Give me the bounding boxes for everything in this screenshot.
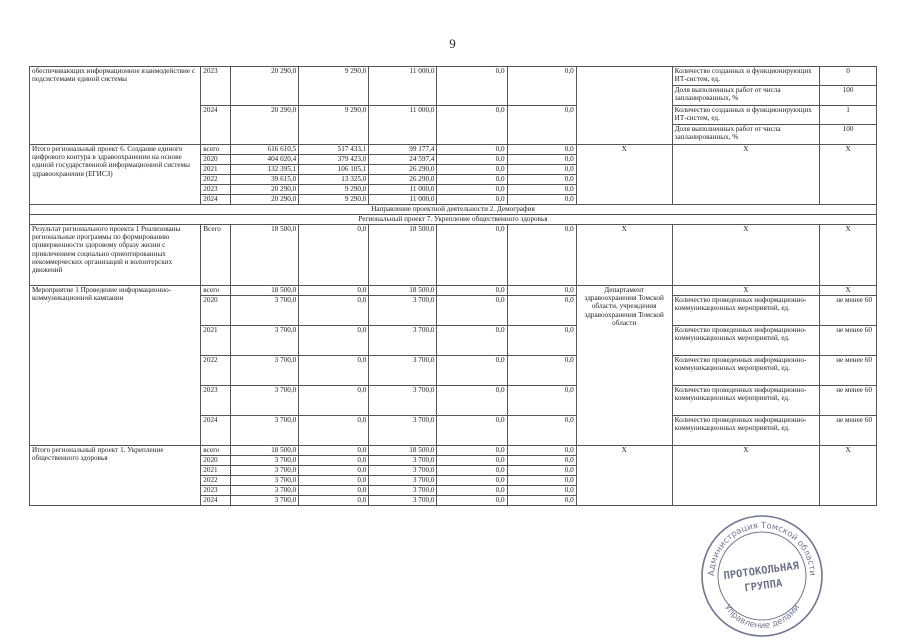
- regional-cell: 18 500,0: [369, 446, 437, 456]
- regional-cell: 18 500,0: [369, 286, 437, 296]
- indicator-value: 100: [820, 125, 877, 145]
- total-cell: 3 700,0: [231, 416, 299, 446]
- year-cell: 2022: [201, 175, 231, 185]
- regional-cell: 3 700,0: [369, 476, 437, 486]
- federal-cell: 0,0: [299, 356, 369, 386]
- stamp-ring-bottom-text: Управление делами: [721, 602, 803, 632]
- x-mark: X: [576, 225, 672, 286]
- table-row: [30, 67, 877, 86]
- regional-cell: 3 700,0: [369, 486, 437, 496]
- responsible-cell: Департамент здравоохранения Томской области, учреждения здравоохранения Томской области: [576, 286, 672, 446]
- federal-cell: 0,0: [299, 225, 369, 286]
- regional-cell: 24 597,4: [369, 155, 437, 165]
- activity-description: обеспечивающих информационное взаимодействие с подсистемами единой системы: [30, 67, 201, 145]
- total-cell: 3 700,0: [231, 356, 299, 386]
- year-cell: 2021: [201, 165, 231, 175]
- direction-heading: Направление проектной деятельности 2. Демография: [30, 205, 877, 215]
- regional-cell: 3 700,0: [369, 326, 437, 356]
- year-cell: всего: [201, 286, 231, 296]
- federal-cell: 13 325,0: [299, 175, 369, 185]
- federal-cell: 379 423,0: [299, 155, 369, 165]
- year-cell: 2020: [201, 296, 231, 326]
- indicator-cell: Количество проведенных информационно-коммуникационных мероприятий, ед.: [672, 326, 820, 356]
- official-stamp: [698, 512, 826, 640]
- total-cell: 3 700,0: [231, 466, 299, 476]
- indicator-value: не менее 60: [820, 356, 877, 386]
- table-row: [30, 145, 877, 155]
- project-heading: Региональный проект 7. Укрепление общественного здоровья: [30, 215, 877, 225]
- local-cell: 0,0: [437, 165, 507, 175]
- x-mark: X: [820, 446, 877, 506]
- total-cell: 3 700,0: [231, 486, 299, 496]
- x-mark: X: [672, 145, 820, 205]
- local-cell: 0,0: [437, 386, 507, 416]
- year-cell: всего: [201, 446, 231, 456]
- total-cell: 20 290,0: [231, 106, 299, 145]
- local-cell: 0,0: [437, 286, 507, 296]
- regional-cell: 3 700,0: [369, 296, 437, 326]
- other-cell: 0,0: [507, 185, 576, 195]
- local-cell: 0,0: [437, 155, 507, 165]
- other-cell: 0,0: [507, 296, 576, 326]
- year-cell: 2020: [201, 456, 231, 466]
- indicator-cell: Доля выполненных работ от числа запланированных, %: [672, 86, 820, 106]
- federal-cell: 0,0: [299, 466, 369, 476]
- table-row: [30, 446, 877, 456]
- regional-cell: 11 000,0: [369, 185, 437, 195]
- indicator-value: не менее 60: [820, 416, 877, 446]
- indicator-value: не менее 60: [820, 326, 877, 356]
- local-cell: 0,0: [437, 145, 507, 155]
- indicator-value: не менее 60: [820, 296, 877, 326]
- other-cell: 0,0: [507, 476, 576, 486]
- year-cell: 2024: [201, 416, 231, 446]
- federal-cell: 0,0: [299, 486, 369, 496]
- federal-cell: 9 290,0: [299, 185, 369, 195]
- total-cell: 3 700,0: [231, 296, 299, 326]
- year-cell: 2023: [201, 486, 231, 496]
- other-cell: 0,0: [507, 456, 576, 466]
- total-description: Итого региональный проект 6. Создание единого цифрового контура в здравоохранении на основе единой государственной информационной системы здравоохранения (ЕГИСЗ): [30, 145, 201, 205]
- federal-cell: 0,0: [299, 286, 369, 296]
- local-cell: 0,0: [437, 496, 507, 506]
- event-description: Мероприятие 1 Проведение информационно-коммуникационной кампании: [30, 286, 201, 446]
- responsible-cell: [576, 67, 672, 145]
- total-cell: 20 290,0: [231, 185, 299, 195]
- federal-cell: 0,0: [299, 416, 369, 446]
- indicator-value: не менее 60: [820, 386, 877, 416]
- indicator-cell: Количество проведенных информационно-коммуникационных мероприятий, ед.: [672, 356, 820, 386]
- x-mark: X: [576, 145, 672, 205]
- federal-cell: 0,0: [299, 326, 369, 356]
- regional-cell: 3 700,0: [369, 416, 437, 446]
- other-cell: 0,0: [507, 486, 576, 496]
- federal-cell: 0,0: [299, 476, 369, 486]
- other-cell: 0,0: [507, 106, 576, 145]
- local-cell: 0,0: [437, 356, 507, 386]
- federal-cell: 0,0: [299, 386, 369, 416]
- regional-cell: 26 290,0: [369, 175, 437, 185]
- federal-cell: 517 433,1: [299, 145, 369, 155]
- local-cell: 0,0: [437, 67, 507, 106]
- stamp-ring-text: Администрация Томской области: [706, 520, 818, 577]
- local-cell: 0,0: [437, 195, 507, 205]
- regional-cell: 3 700,0: [369, 356, 437, 386]
- other-cell: 0,0: [507, 155, 576, 165]
- year-cell: 2023: [201, 386, 231, 416]
- total-cell: 132 395,1: [231, 165, 299, 175]
- other-cell: 0,0: [507, 416, 576, 446]
- federal-cell: 0,0: [299, 456, 369, 466]
- year-cell: 2024: [201, 195, 231, 205]
- federal-cell: 9 290,0: [299, 195, 369, 205]
- other-cell: 0,0: [507, 496, 576, 506]
- x-mark: X: [576, 446, 672, 506]
- local-cell: 0,0: [437, 416, 507, 446]
- regional-cell: 11 000,0: [369, 195, 437, 205]
- year-cell: 2023: [201, 185, 231, 195]
- table-row: [30, 286, 877, 296]
- federal-cell: 106 105,1: [299, 165, 369, 175]
- other-cell: 0,0: [507, 446, 576, 456]
- regional-cell: 11 000,0: [369, 67, 437, 106]
- total-cell: 20 290,0: [231, 67, 299, 106]
- total-cell: 3 700,0: [231, 326, 299, 356]
- total-cell: 18 500,0: [231, 225, 299, 286]
- result-description: Результат регионального проекта 1 Реализованы региональные программы по формированию приверженности здоровому образу жизни с привлечением социально ориентированных некоммерческих организаций и волонтерских движений: [30, 225, 201, 286]
- local-cell: 0,0: [437, 225, 507, 286]
- year-cell: 2024: [201, 106, 231, 145]
- local-cell: 0,0: [437, 446, 507, 456]
- total-cell: 3 700,0: [231, 386, 299, 416]
- year-cell: Всего: [201, 225, 231, 286]
- local-cell: 0,0: [437, 456, 507, 466]
- regional-cell: 26 290,0: [369, 165, 437, 175]
- indicator-cell: Количество созданных и функционирующих ИТ-систем, ед.: [672, 67, 820, 86]
- other-cell: 0,0: [507, 165, 576, 175]
- indicator-value: 100: [820, 86, 877, 106]
- stamp-line2: ГРУППА: [743, 577, 784, 595]
- other-cell: 0,0: [507, 356, 576, 386]
- year-cell: 2022: [201, 476, 231, 486]
- section-heading-row: [30, 215, 877, 225]
- total-description: Итого региональный проект 1. Укрепление общественного здоровья: [30, 446, 201, 506]
- x-mark: X: [820, 145, 877, 205]
- local-cell: 0,0: [437, 476, 507, 486]
- other-cell: 0,0: [507, 175, 576, 185]
- federal-cell: 9 290,0: [299, 106, 369, 145]
- other-cell: 0,0: [507, 386, 576, 416]
- year-cell: 2022: [201, 356, 231, 386]
- regional-cell: 18 500,0: [369, 225, 437, 286]
- total-cell: 3 700,0: [231, 496, 299, 506]
- local-cell: 0,0: [437, 486, 507, 496]
- total-cell: 18 500,0: [231, 286, 299, 296]
- federal-cell: 0,0: [299, 496, 369, 506]
- page-number: 9: [449, 36, 456, 51]
- year-cell: 2020: [201, 155, 231, 165]
- regional-cell: 3 700,0: [369, 386, 437, 416]
- year-cell: 2021: [201, 466, 231, 476]
- stamp-line1: ПРОТОКОЛЬНАЯ: [722, 559, 800, 583]
- other-cell: 0,0: [507, 67, 576, 106]
- total-cell: 616 610,5: [231, 145, 299, 155]
- indicator-cell: Доля выполненных работ от числа запланированных, %: [672, 125, 820, 145]
- program-table: [29, 66, 877, 506]
- x-mark: X: [672, 446, 820, 506]
- indicator-cell: Количество проведенных информационно-коммуникационных мероприятий, ед.: [672, 416, 820, 446]
- total-cell: 404 020,4: [231, 155, 299, 165]
- local-cell: 0,0: [437, 175, 507, 185]
- year-cell: 2023: [201, 67, 231, 106]
- local-cell: 0,0: [437, 466, 507, 476]
- other-cell: 0,0: [507, 225, 576, 286]
- federal-cell: 0,0: [299, 296, 369, 326]
- other-cell: 0,0: [507, 195, 576, 205]
- total-cell: 18 500,0: [231, 446, 299, 456]
- year-cell: всего: [201, 145, 231, 155]
- regional-cell: 3 700,0: [369, 466, 437, 476]
- indicator-value: 0: [820, 67, 877, 86]
- year-cell: 2021: [201, 326, 231, 356]
- local-cell: 0,0: [437, 106, 507, 145]
- x-mark: X: [672, 225, 820, 286]
- indicator-cell: Количество проведенных информационно-коммуникационных мероприятий, ед.: [672, 296, 820, 326]
- section-heading-row: [30, 205, 877, 215]
- local-cell: 0,0: [437, 326, 507, 356]
- indicator-value: 1: [820, 106, 877, 125]
- total-cell: 20 290,0: [231, 195, 299, 205]
- local-cell: 0,0: [437, 185, 507, 195]
- total-cell: 3 700,0: [231, 476, 299, 486]
- regional-cell: 99 177,4: [369, 145, 437, 155]
- total-cell: 39 615,0: [231, 175, 299, 185]
- regional-cell: 11 000,0: [369, 106, 437, 145]
- federal-cell: 0,0: [299, 446, 369, 456]
- other-cell: 0,0: [507, 145, 576, 155]
- x-mark: X: [820, 286, 877, 296]
- other-cell: 0,0: [507, 286, 576, 296]
- indicator-cell: Количество созданных и функционирующих ИТ-систем, ед.: [672, 106, 820, 125]
- year-cell: 2024: [201, 496, 231, 506]
- federal-cell: 9 290,0: [299, 67, 369, 106]
- other-cell: 0,0: [507, 326, 576, 356]
- local-cell: 0,0: [437, 296, 507, 326]
- regional-cell: 3 700,0: [369, 496, 437, 506]
- regional-cell: 3 700,0: [369, 456, 437, 466]
- x-mark: X: [820, 225, 877, 286]
- x-mark: X: [672, 286, 820, 296]
- total-cell: 3 700,0: [231, 456, 299, 466]
- other-cell: 0,0: [507, 466, 576, 476]
- table-row: [30, 225, 877, 286]
- indicator-cell: Количество проведенных информационно-коммуникационных мероприятий, ед.: [672, 386, 820, 416]
